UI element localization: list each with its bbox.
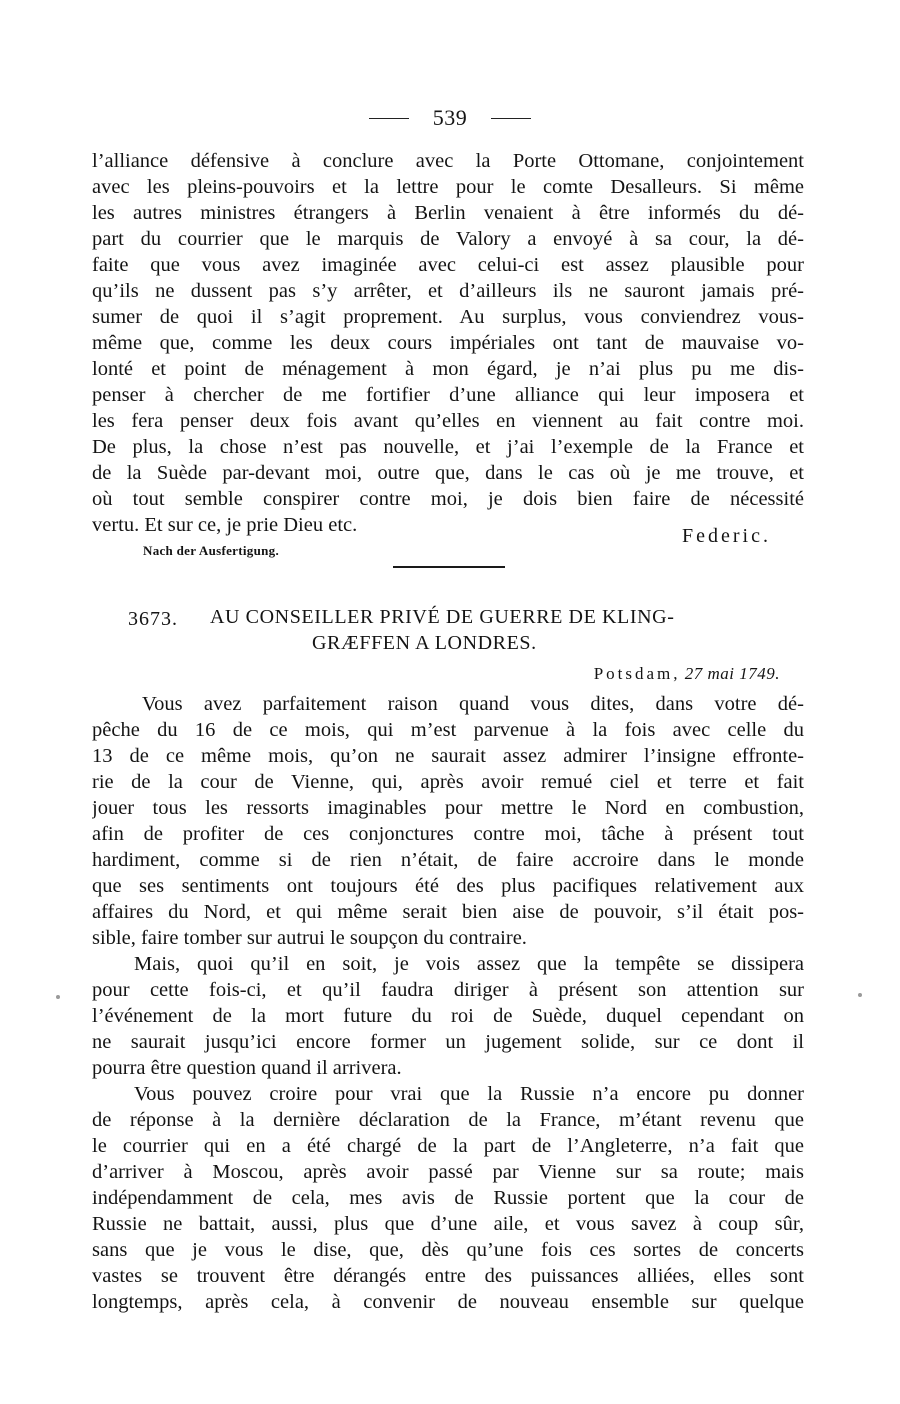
text-line: avec les pleins-pouvoirs et la lettre pour le comte Desalleurs. Si même: [92, 176, 804, 198]
margin-speck: [858, 993, 862, 997]
text-line: penser à chercher de me fortifier d’une alliance qui leur imposera et: [92, 384, 804, 406]
document-number: 3673.: [128, 608, 178, 630]
text-line: de la Suède par-devant moi, outre que, dans le cas où je me trouve, et: [92, 462, 804, 484]
text-line: pourra être question quand il arrivera.: [92, 1057, 402, 1079]
text-line: 13 de ce même mois, qu’on ne saurait assez admirer l’insigne effronte-: [92, 745, 804, 767]
dateline-date: 27 mai 1749.: [684, 664, 780, 683]
text-line: de réponse à la dernière déclaration de la France, m’étant revenu que: [92, 1109, 804, 1131]
text-line: Vous pouvez croire pour vrai que la Russie n’a encore pu donner: [134, 1083, 804, 1105]
source-note: Nach der Ausfertigung.: [143, 543, 280, 558]
text-line: part du courrier que le marquis de Valory a envoyé à sa cour, la dé-: [92, 228, 804, 250]
text-line: De plus, la chose n’est pas nouvelle, et j’ai l’exemple de la France et: [92, 436, 804, 458]
text-line: d’arriver à Moscou, après avoir passé par Vienne sur sa route; mais: [92, 1161, 804, 1183]
text-line: pour cette fois-ci, et qu’il faudra diriger à présent son attention sur: [92, 979, 804, 1001]
title-line: AU CONSEILLER PRIVÉ DE GUERRE DE KLING-: [210, 606, 675, 628]
text-line: hardiment, comme si de rien n’était, de faire accroire dans le monde: [92, 849, 804, 871]
paragraph: [92, 1081, 804, 1315]
text-line: que ses sentiments ont toujours été des plus pacifiques relativement aux: [92, 875, 804, 897]
text-line: Vous avez parfaitement raison quand vous dites, dans votre dé-: [142, 693, 804, 715]
text-line: les fera penser deux fois avant qu’elles en viennent au fait contre moi.: [92, 410, 804, 432]
text-line: rie de la cour de Vienne, qui, après avoir remué ciel et terre et fait: [92, 771, 804, 793]
text-line: longtemps, après cela, à convenir de nouveau ensemble sur quelque: [92, 1291, 804, 1313]
text-line: les autres ministres étrangers à Berlin venaient à être informés du dé-: [92, 202, 804, 224]
signature: Federic.: [682, 525, 771, 547]
section-divider: [393, 566, 505, 568]
document-title: [210, 604, 780, 656]
text-line: sumer de quoi il s’agit proprement. Au surplus, vous conviendrez vous-: [92, 306, 804, 328]
letter-body: [92, 691, 804, 1315]
text-line: ne saurait jusqu’ici encore former un jugement solide, sur ce dont il: [92, 1031, 804, 1053]
margin-speck: [56, 995, 60, 999]
dateline: [594, 664, 780, 684]
text-line: l’alliance défensive à conclure avec la Porte Ottomane, conjointement: [92, 150, 804, 172]
text-line: affaires du Nord, et qui même serait bien aise de pouvoir, s’il était pos-: [92, 901, 804, 923]
dateline-place: Potsdam,: [593, 664, 681, 683]
text-line: le courrier qui en a été chargé de la part de l’Angleterre, n’a fait que: [92, 1135, 804, 1157]
header-rule-right: [491, 118, 531, 119]
continuation-text: [92, 148, 804, 538]
page-header: [0, 103, 900, 133]
text-line: vastes se trouvent être dérangés entre des puissances alliées, elles sont: [92, 1265, 804, 1287]
text-line: afin de profiter de ces conjonctures contre moi, tâche à présent tout: [92, 823, 804, 845]
paragraph: [92, 951, 804, 1081]
text-line: indépendamment de cela, mes avis de Russie portent que la cour de: [92, 1187, 804, 1209]
text-line: Russie ne battait, aussi, plus que d’une aile, et vous savez à coup sûr,: [92, 1213, 804, 1235]
text-line: pêche du 16 de ce mois, qui m’est parvenue à la fois avec celle du: [92, 719, 804, 741]
text-line: l’événement de la mort future du roi de Suède, duquel cependant on: [92, 1005, 804, 1027]
text-line: lonté et point de ménagement à mon égard, je n’ai plus pu me dis-: [92, 358, 804, 380]
title-line: GRÆFFEN A LONDRES.: [312, 632, 537, 654]
text-line: vertu. Et sur ce, je prie Dieu etc.: [92, 514, 358, 536]
text-line: sans que je vous le dise, que, dès qu’une fois ces sortes de concerts: [92, 1239, 804, 1261]
text-line: jouer tous les ressorts imaginables pour mettre le Nord en combustion,: [92, 797, 804, 819]
text-line: qu’ils ne dussent pas s’y arrêter, et d’ailleurs ils ne sauront jamais pré-: [92, 280, 804, 302]
text-line: même que, comme les deux cours impériales ont tant de mauvaise vo-: [92, 332, 804, 354]
text-line: faite que vous avez imaginée avec celui-ci est assez plausible pour: [92, 254, 804, 276]
page-number: 539: [432, 105, 468, 130]
text-line: sible, faire tomber sur autrui le soupçon du contraire.: [92, 927, 527, 949]
text-line: Mais, quoi qu’il en soit, je vois assez que la tempête se dissipera: [134, 953, 804, 975]
text-line: où tout semble conspirer contre moi, je dois bien faire de nécessité: [92, 488, 804, 510]
paragraph: [92, 691, 804, 951]
header-rule-left: [369, 118, 409, 119]
